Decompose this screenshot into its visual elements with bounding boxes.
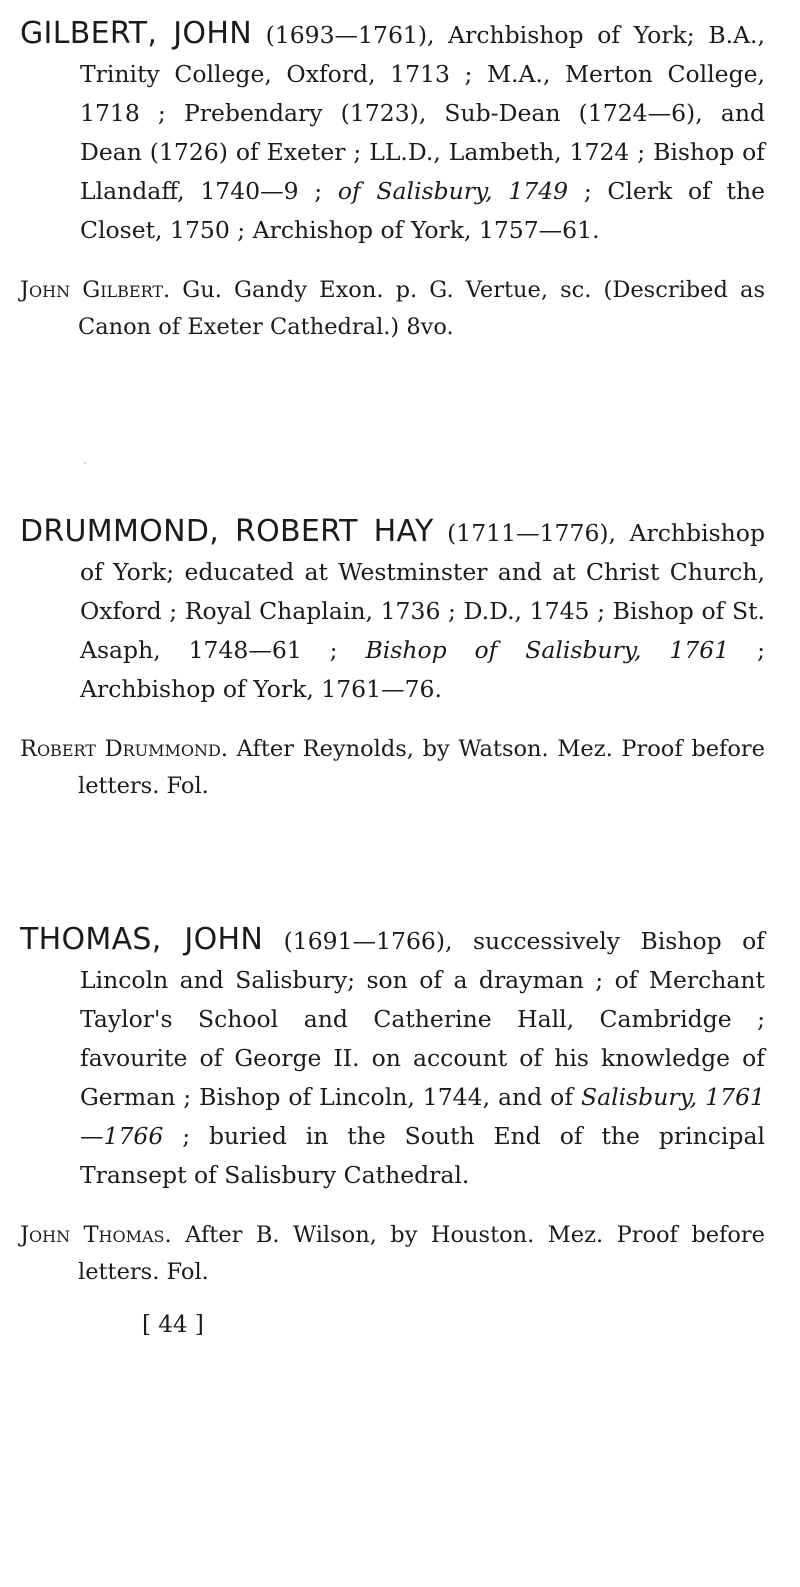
page-speck bbox=[84, 462, 86, 464]
portrait-name: John Thomas. bbox=[20, 1222, 172, 1248]
entry-text: (1711—1776), Archbishop of York; educated at Westminster and at Christ Church, Oxford ; Royal Chaplain, 1736 ; D.D., 1745 ; Bishop of St. Asaph, 1748—61 ; bbox=[80, 519, 765, 664]
entry-text: (1693—1761), Archbishop of York; B.A., Trinity College, Oxford, 1713 ; M.A., Merton College, 1718 ; Prebendary (1723), Sub-Dean (1724—6), and Dean (1726) of Exeter ; LL.D., Lambeth, 1724 ; Bishop of Llandaff, 1740—9 ; bbox=[80, 21, 765, 205]
entry-italic-text: of Salisbury, 1749 bbox=[337, 177, 569, 205]
entry-text-end: ; Archbishop of York, 1761—76. bbox=[80, 636, 765, 703]
entry-drummond bbox=[20, 512, 765, 805]
portrait-text: After B. Wilson, by Houston. Mez. Proof before letters. Fol. bbox=[78, 1222, 765, 1285]
entry-heading bbox=[20, 512, 765, 709]
portrait-name: John Gilbert. bbox=[20, 277, 171, 303]
entry-gilbert bbox=[20, 14, 765, 346]
portrait-description bbox=[20, 1217, 765, 1291]
entry-text: (1691—1766), successively Bishop of Lincoln and Salisbury; son of a drayman ; of Merchant Taylor's School and Catherine Hall, Cambridge ; favourite of George II. on account of his knowledge of German ; Bishop of Lincoln, 1744, and of bbox=[80, 927, 765, 1111]
entry-italic-text: Bishop of Salisbury, 1761 bbox=[365, 636, 730, 664]
entry-text-end: ; Clerk of the Closet, 1750 ; Archishop of York, 1757—61. bbox=[80, 177, 765, 244]
portrait-description bbox=[20, 272, 765, 346]
entry-heading bbox=[20, 14, 765, 250]
portrait-text: Gu. Gandy Exon. p. G. Vertue, sc. (Described as Canon of Exeter Cathedral.) 8vo. bbox=[78, 277, 765, 340]
entry-thomas bbox=[20, 920, 765, 1291]
entry-text-end: ; buried in the South End of the principal Transept of Salisbury Cathedral. bbox=[80, 1122, 765, 1189]
portrait-text: After Reynolds, by Watson. Mez. Proof before letters. Fol. bbox=[78, 736, 765, 799]
page-number: [ 44 ] bbox=[142, 1312, 204, 1338]
portrait-description bbox=[20, 731, 765, 805]
entry-italic-text: Salisbury, 1761—1766 bbox=[80, 1083, 765, 1150]
entry-heading bbox=[20, 920, 765, 1195]
portrait-name: Robert Drummond. bbox=[20, 736, 229, 762]
entry-name: GILBERT, JOHN bbox=[20, 16, 252, 51]
entry-name: DRUMMOND, ROBERT HAY bbox=[20, 514, 434, 549]
entry-name: THOMAS, JOHN bbox=[20, 922, 264, 957]
